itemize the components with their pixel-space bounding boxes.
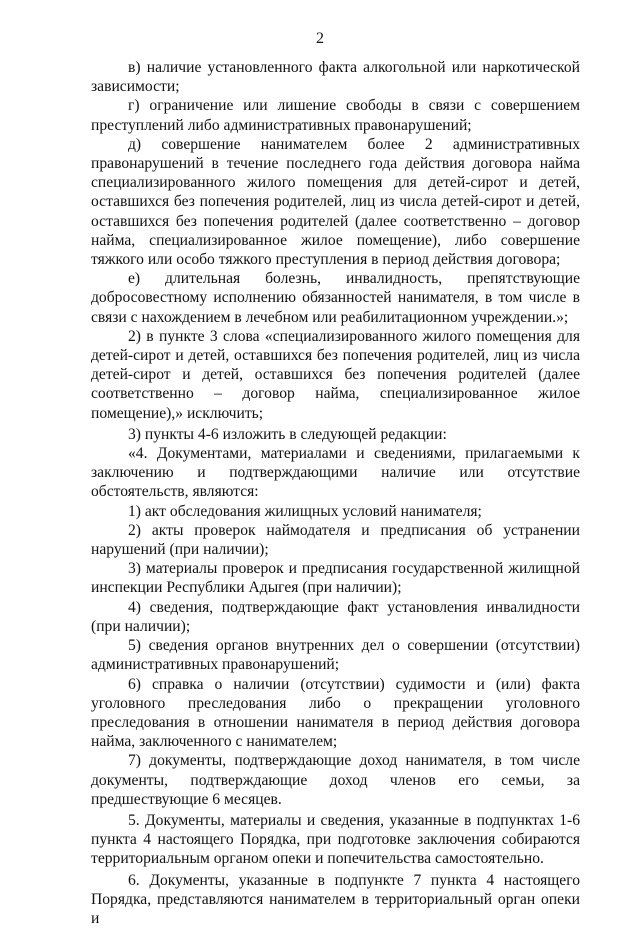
paragraph-point-2: 2) в пункте 3 слова «специализированного жилого помещения для детей-сирот и детей, оставшихся без попечения родителей, лиц из числа детей-сирот и детей, оставшихся без попечения родителей (далее соответственно – договор найма, специализированное жилое помещение),» исключить;: [91, 327, 580, 422]
paragraph-subitem-1: 1) акт обследования жилищных условий нанимателя;: [128, 502, 482, 520]
document-body: [91, 58, 580, 928]
paragraph-subitem-4: 4) сведения, подтверждающие факт установления инвалидности (при наличии);: [91, 598, 580, 635]
paragraph-item-v: в) наличие установленного факта алкогольной или наркотической зависимости;: [91, 59, 580, 96]
paragraph-point-3: 3) пункты 4-6 изложить в следующей редакции:: [128, 425, 447, 443]
paragraph-clause-5: 5. Документы, материалы и сведения, указанные в подпунктах 1-6 пункта 4 настоящего Порядка, при подготовке заключения собираются территориальным органом опеки и попечительства самостоятельно.: [91, 811, 580, 868]
paragraph-clause-6: 6. Документы, указанные в подпункте 7 пункта 4 настоящего Порядка, представляются нанимателем в территориальный орган опеки и: [91, 871, 580, 927]
paragraph-item-d: д) совершение нанимателем более 2 административных правонарушений в течение последнего года действия договора найма специализированного жилого помещения для детей-сирот и детей, оставшихся без попечения родителей, лиц из числа детей-сирот и детей, оставшихся без попечения родителей (далее соответственно – договор найма, специализированное жилое помещение), либо совершение тяжкого или особо тяжкого преступления в период действия договора;: [91, 135, 580, 269]
paragraph-subitem-3: 3) материалы проверок и предписания государственной жилищной инспекции Республики Адыгея (при наличии);: [91, 560, 580, 597]
page-number: 2: [316, 30, 324, 47]
paragraph-item-g: г) ограничение или лишение свободы в связи с совершением преступлений либо административных правонарушений;: [91, 97, 580, 134]
paragraph-subitem-6: 6) справка о наличии (отсутствии) судимости и (или) факта уголовного преследования либо о прекращении уголовного преследования в отношении нанимателя в период действия договора найма, заключенного с нанимателем;: [91, 675, 580, 751]
paragraph-clause-4: «4. Документами, материалами и сведениями, прилагаемыми к заключению и подтверждающими наличие или отсутствие обстоятельств, являются:: [91, 445, 580, 501]
paragraph-subitem-7: 7) документы, подтверждающие доход нанимателя, в том числе документы, подтверждающие доход членов его семьи, за предшествующие 6 месяцев.: [91, 752, 580, 808]
paragraph-subitem-2: 2) акты проверок наймодателя и предписания об устранении нарушений (при наличии);: [91, 521, 580, 559]
paragraph-subitem-5: 5) сведения органов внутренних дел о совершении (отсутствии) административных правонарушений;: [91, 637, 580, 674]
paragraph-item-e: е) длительная болезнь, инвалидность, препятствующие добросовестному исполнению обязанностей нанимателя, в том числе в связи с нахождением в лечебном или реабилитационном учреждении.»;: [91, 270, 580, 326]
